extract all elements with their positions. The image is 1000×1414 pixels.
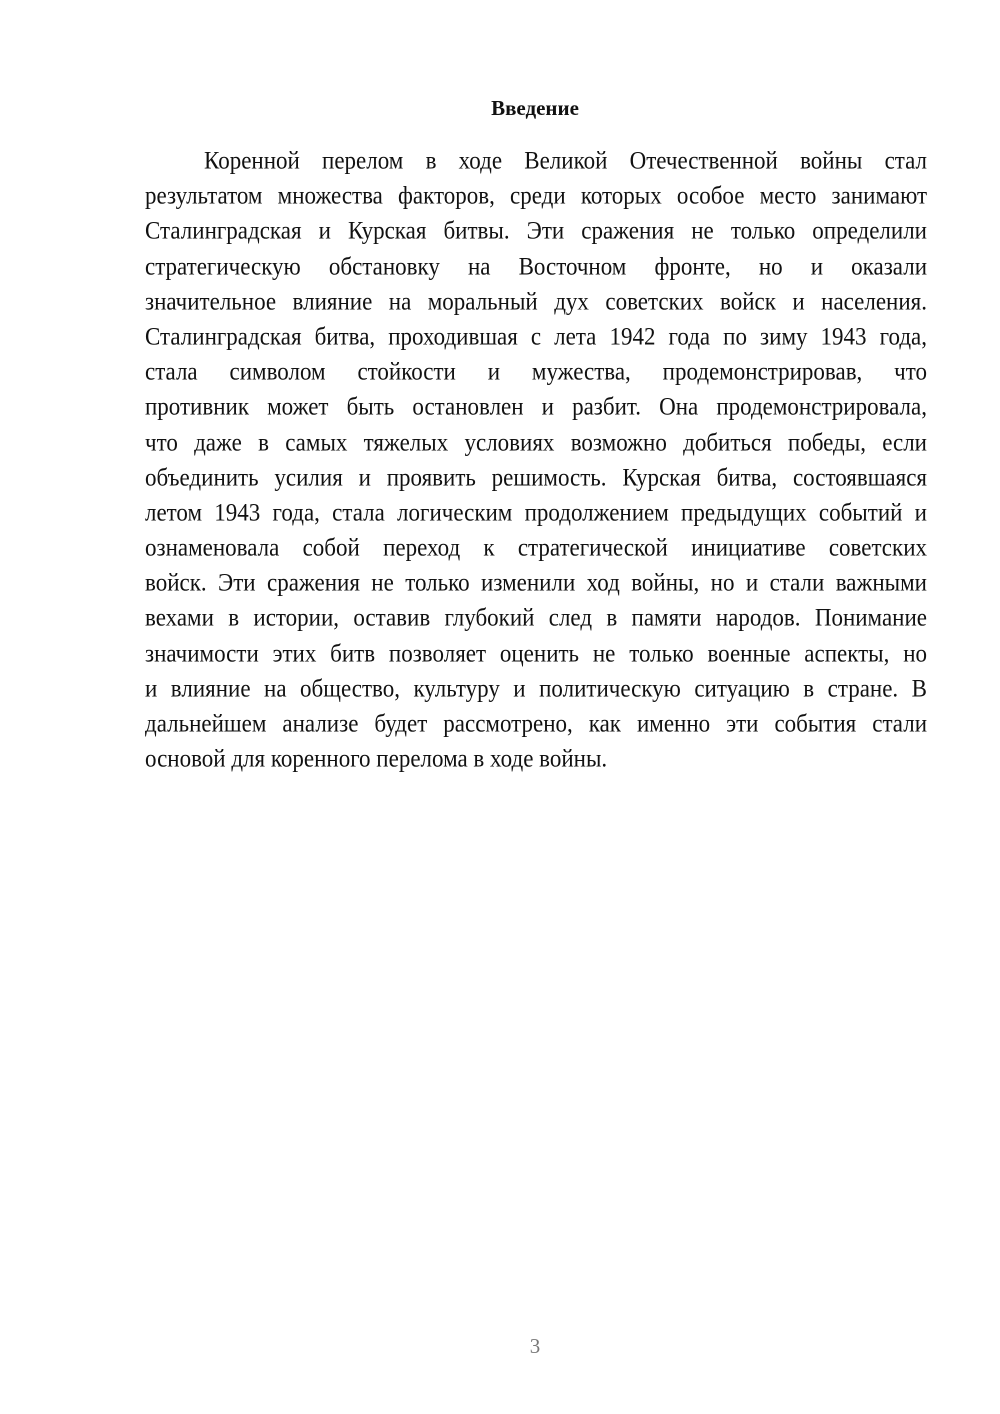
paragraph-line: войск. Эти сражения не только изменили ход войны, но и стали важными — [145, 569, 927, 597]
paragraph-line: летом 1943 года, стала логическим продолжением предыдущих событий и — [145, 498, 927, 526]
section-heading: Введение — [491, 96, 579, 120]
paragraph-line: Сталинградская битва, проходившая с лета 1942 года по зиму 1943 года, — [145, 322, 927, 350]
paragraph-line: значительное влияние на моральный дух советских войск и населения. — [145, 287, 927, 315]
paragraph-line: и влияние на общество, культуру и политическую ситуацию в стране. В — [145, 674, 927, 702]
paragraph-line: что даже в самых тяжелых условиях возможно добиться победы, если — [145, 428, 927, 456]
paragraph-line: Коренной перелом в ходе Великой Отечественной войны стал — [204, 146, 927, 174]
paragraph-line: значимости этих битв позволяет оценить не только военные аспекты, но — [145, 639, 927, 667]
paragraph-line: основой для коренного перелома в ходе войны. — [145, 745, 608, 773]
paragraph-line: результатом множества факторов, среди которых особое место занимают — [145, 182, 927, 210]
paragraph-line: объединить усилия и проявить решимость. Курская битва, состоявшаяся — [145, 463, 927, 491]
paragraph-line: ознаменовала собой переход к стратегической инициативе советских — [145, 534, 927, 562]
paragraph-line: вехами в истории, оставив глубокий след в памяти народов. Понимание — [145, 604, 927, 632]
paragraph-line: стала символом стойкости и мужества, продемонстрировав, что — [145, 358, 927, 386]
paragraph — [145, 143, 927, 776]
paragraph-line: Сталинградская и Курская битвы. Эти сражения не только определили — [145, 217, 927, 245]
paragraph-line: стратегическую обстановку на Восточном фронте, но и оказали — [145, 252, 927, 280]
paragraph-line: дальнейшем анализе будет рассмотрено, как именно эти события стали — [145, 709, 927, 737]
paragraph-line: противник может быть остановлен и разбит. Она продемонстрировала, — [145, 393, 927, 421]
page-number: 3 — [529, 1334, 541, 1358]
